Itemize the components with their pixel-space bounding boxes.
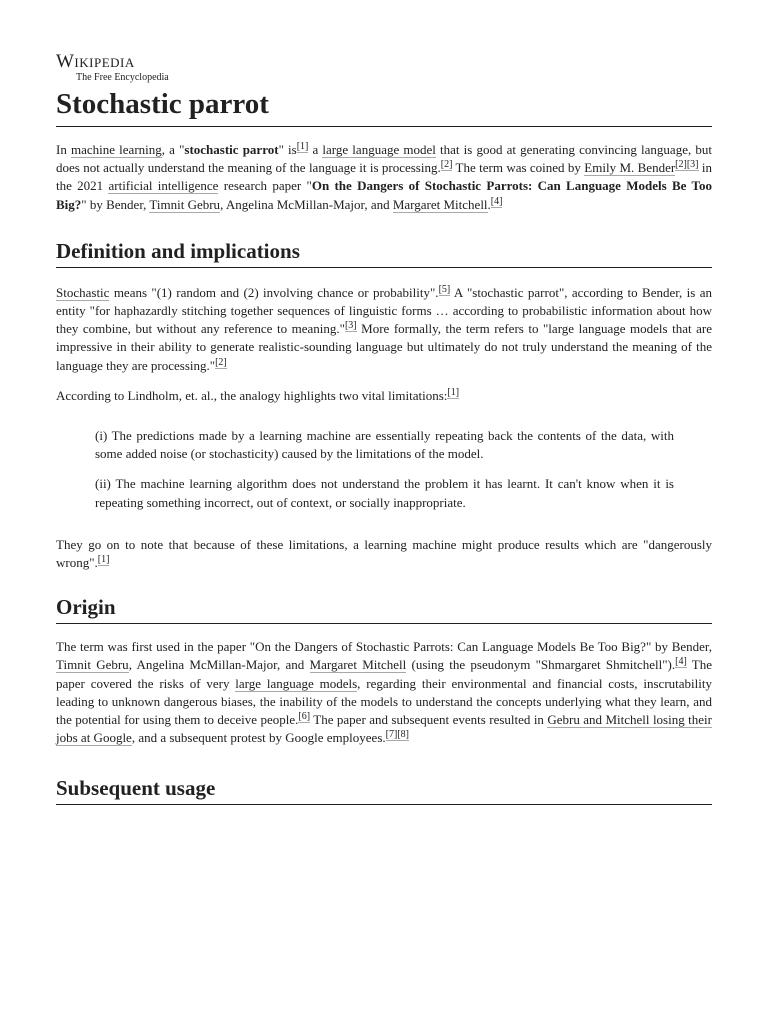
link-margaret-mitchell[interactable]: Margaret Mitchell bbox=[392, 196, 488, 212]
link-large-language-models[interactable]: large language models bbox=[235, 675, 358, 691]
text: They go on to note that because of these limitations, a learning machine might produce results which are "dangerously wrong". bbox=[56, 536, 712, 571]
link-timnit-gebru[interactable]: Timnit Gebru bbox=[149, 196, 221, 212]
article-page bbox=[56, 0, 712, 805]
term-stochastic-parrot: stochastic parrot bbox=[184, 142, 279, 157]
citation-link[interactable]: [2] bbox=[440, 159, 453, 171]
link-timnit-gebru[interactable]: Timnit Gebru bbox=[56, 657, 129, 673]
section-heading-subsequent-usage: Subsequent usage bbox=[56, 775, 712, 805]
link-emily-m-bender[interactable]: Emily M. Bender bbox=[584, 160, 676, 176]
link-margaret-mitchell[interactable]: Margaret Mitchell bbox=[309, 657, 407, 673]
page-title: Stochastic parrot bbox=[56, 86, 712, 127]
text: in the 2021 bbox=[56, 160, 712, 194]
text: The term was first used in the paper "On the Dangers of Stochastic Parrots: Can Language Models Be Too Big?" by Bender, bbox=[56, 639, 712, 655]
origin-paragraph bbox=[56, 638, 712, 747]
wikipedia-logo[interactable] bbox=[56, 52, 712, 84]
citation-link[interactable]: [7][8] bbox=[385, 729, 409, 741]
link-machine-learning[interactable]: machine learning bbox=[70, 142, 162, 157]
text: , Angelina McMillan-Major, and bbox=[220, 196, 393, 212]
citation-link[interactable]: [1] bbox=[447, 386, 460, 398]
citation-link[interactable]: [5] bbox=[438, 283, 451, 295]
text: More formally, the term refers to "large language models that are impressive in their ability to generate realistic-sounding language but ultimately do not truly understand the meaning of the language they are processing." bbox=[56, 321, 712, 373]
text: means "(1) random and (2) involving chance or probability". bbox=[109, 284, 439, 300]
logo-wordmark: Wikipedia bbox=[56, 51, 135, 72]
citation-link[interactable]: [2] bbox=[215, 356, 227, 368]
text: , regarding their environmental and financial costs, inscrutability leading to unknown dangerous biases, the inability of the models to understand the concepts underlying what they learn, and the potential for using them to deceive people. bbox=[56, 675, 712, 728]
text: The term was coined by bbox=[452, 160, 585, 176]
section-heading-origin: Origin bbox=[56, 594, 712, 624]
limitations-paragraph bbox=[56, 536, 712, 572]
text: that is good at generating convincing language, but does not actually understand the meaning of the language it is processing. bbox=[56, 142, 712, 176]
text: The paper and subsequent events resulted in bbox=[310, 712, 548, 728]
link-large-language-model[interactable]: large language model bbox=[322, 142, 436, 157]
text: a bbox=[308, 142, 323, 157]
text: According to Lindholm, et. al., the analogy highlights two vital limitations: bbox=[56, 387, 448, 403]
quote-limitation-1: (i) The predictions made by a learning machine are essentially repeating back the contents of the data, with some added noise (or stochasticity) caused by the limitations of the model. bbox=[95, 428, 674, 462]
text: , a " bbox=[161, 142, 185, 157]
citation-link[interactable]: [1] bbox=[296, 141, 309, 152]
text: In bbox=[56, 142, 71, 157]
quote-limitation-2: (ii) The machine learning algorithm does not understand the problem it has learnt. It can't know when it is repeating something incorrect, out of context, or socially inappropriate. bbox=[95, 476, 674, 510]
blockquote bbox=[95, 427, 674, 512]
link-gebru-mitchell-jobs[interactable]: Gebru and Mitchell losing their jobs at Google bbox=[56, 712, 712, 746]
citation-link[interactable]: [2][3] bbox=[675, 159, 699, 171]
intro-paragraph bbox=[56, 141, 712, 214]
link-artificial-intelligence[interactable]: artificial intelligence bbox=[108, 178, 219, 194]
citation-link[interactable]: [4] bbox=[675, 656, 687, 668]
lindholm-paragraph bbox=[56, 387, 712, 405]
citation-link[interactable]: [6] bbox=[298, 711, 311, 723]
text: The paper covered the risks of very bbox=[56, 657, 713, 691]
text: . bbox=[487, 196, 491, 212]
citation-link[interactable]: [4] bbox=[490, 195, 503, 207]
logo-tagline: The Free Encyclopedia bbox=[76, 72, 169, 83]
citation-link[interactable]: [1] bbox=[97, 554, 110, 566]
citation-link[interactable]: [3] bbox=[344, 320, 357, 332]
link-stochastic[interactable]: Stochastic bbox=[56, 284, 110, 300]
text: research paper " bbox=[218, 178, 312, 194]
text: , Angelina McMillan-Major, and bbox=[128, 657, 310, 673]
definition-paragraph bbox=[56, 284, 712, 375]
section-heading-definition: Definition and implications bbox=[56, 238, 712, 268]
text: (using the pseudonym "Shmargaret Shmitchell"). bbox=[406, 657, 676, 673]
text: " is bbox=[278, 142, 297, 157]
text: A "stochastic parrot", according to Bender, is an entity "for haphazardly stitching together sequences of linguistic forms … according to probabilistic information about how they combine, but without any reference to meaning." bbox=[56, 284, 712, 337]
text: , and a subsequent protest by Google employees. bbox=[131, 730, 386, 746]
paper-title: On the Dangers of Stochastic Parrots: Can Language Models Be Too Big? bbox=[56, 178, 712, 212]
text: " by Bender, bbox=[81, 196, 150, 212]
